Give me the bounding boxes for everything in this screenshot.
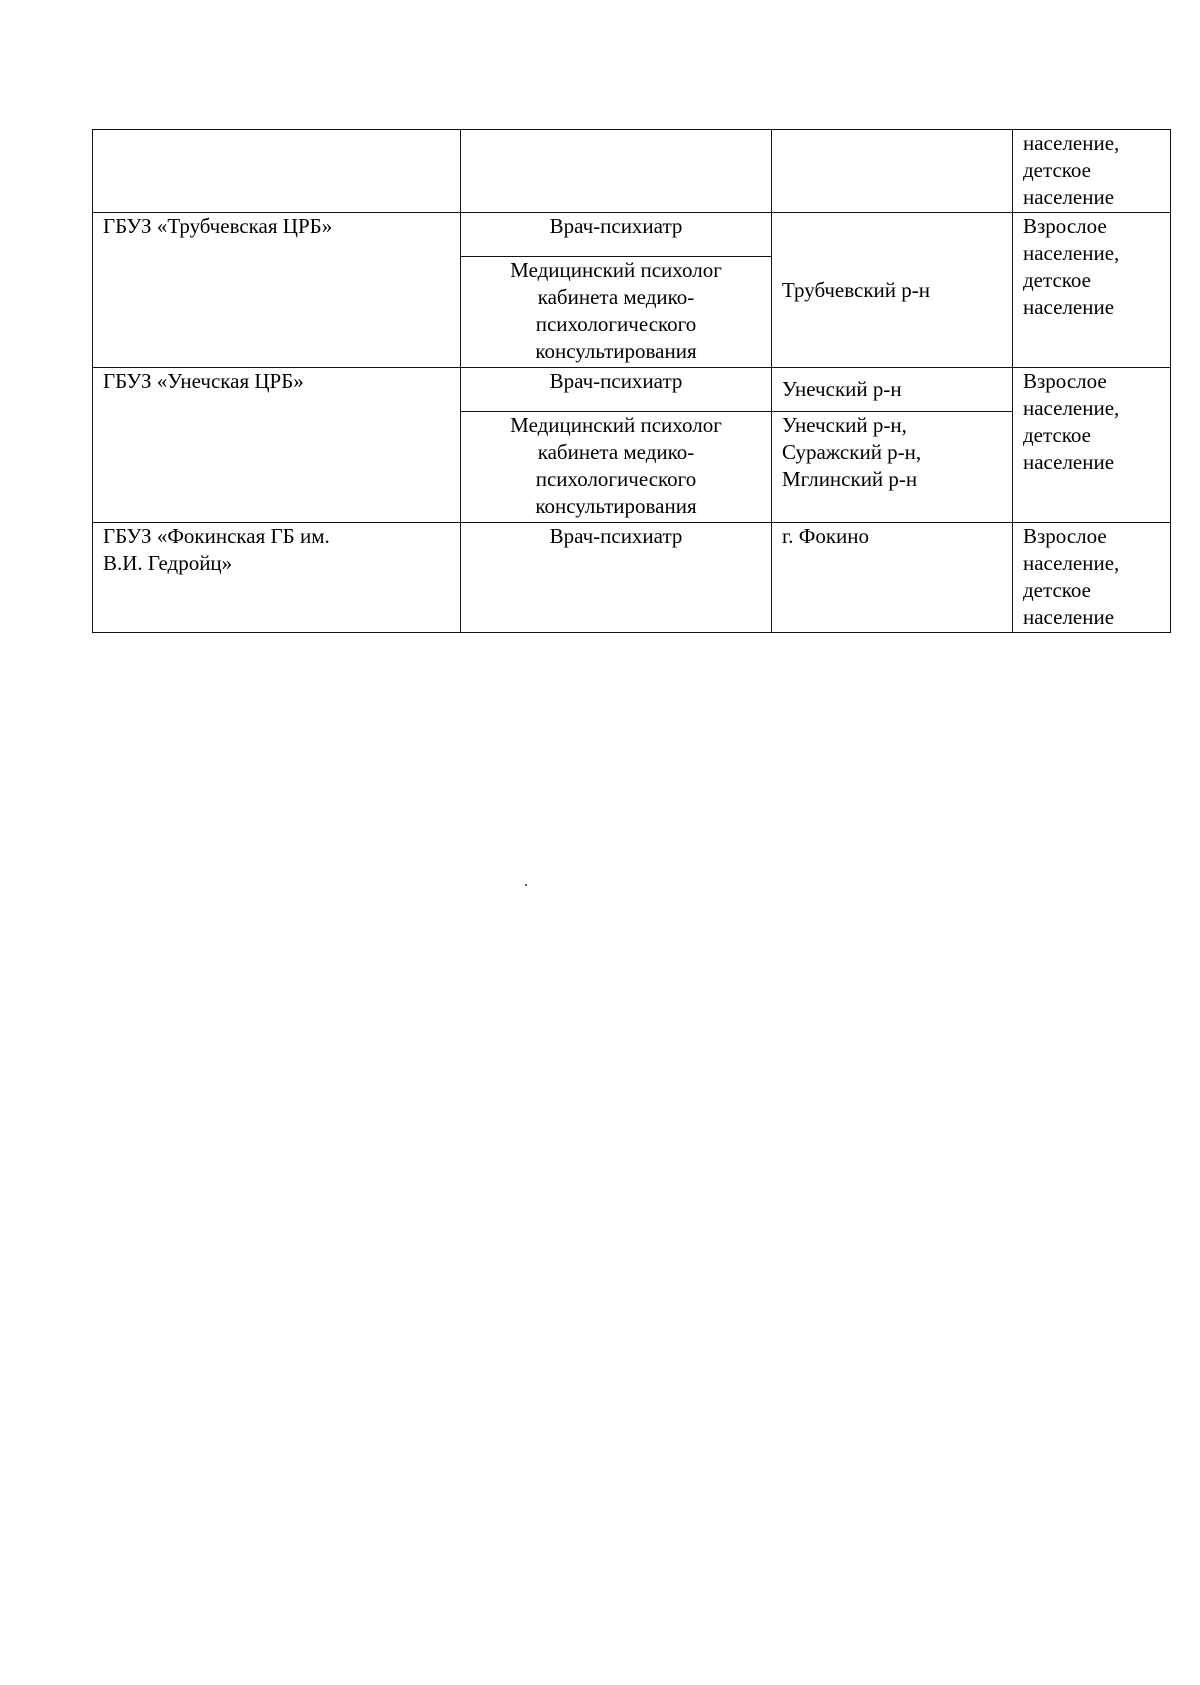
cell-line: население — [1023, 450, 1115, 474]
cell-line: население, — [1023, 551, 1120, 575]
specialist-cell — [461, 130, 772, 213]
area-cell — [772, 213, 1013, 368]
area-cell — [772, 130, 1013, 213]
cell-line: В.И. Гедройц» — [103, 551, 233, 575]
population-cell — [1013, 368, 1171, 523]
institution-cell — [93, 213, 461, 368]
population-cell — [1013, 213, 1171, 368]
cell-line: Врач-психиатр — [549, 524, 683, 548]
cell-line: Унечский р-н — [782, 377, 902, 401]
table-row — [93, 130, 1171, 213]
area-cell — [772, 368, 1013, 412]
cell-line: население — [1023, 605, 1115, 629]
cell-line: детское — [1023, 158, 1091, 182]
cell-line: население, — [1023, 241, 1120, 265]
population-cell — [1013, 523, 1171, 633]
cell-line: психологического — [535, 467, 697, 491]
cell-line: Врач-психиатр — [549, 369, 683, 393]
cell-line: население, — [1023, 396, 1120, 420]
cell-line: Взрослое — [1023, 524, 1107, 548]
cell-line: ГБУЗ «Фокинская ГБ им. — [103, 524, 330, 548]
cell-line: население — [1023, 295, 1115, 319]
cell-line: Врач-психиатр — [549, 214, 683, 238]
specialist-cell — [461, 412, 772, 523]
cell-line: детское — [1023, 578, 1091, 602]
cell-line: Медицинский психолог — [510, 258, 722, 282]
institution-cell — [93, 130, 461, 213]
cell-line: детское — [1023, 423, 1091, 447]
population-cell — [1013, 130, 1171, 213]
cell-line: г. Фокино — [782, 524, 870, 548]
specialist-cell — [461, 213, 772, 257]
table-row — [93, 523, 1171, 633]
specialist-cell — [461, 368, 772, 412]
cell-line: население — [1023, 185, 1115, 209]
cell-line: Взрослое — [1023, 214, 1107, 238]
cell-line: Медицинский психолог — [510, 413, 722, 437]
cell-line: кабинета медико- — [537, 285, 695, 309]
cell-line: Унечский р-н, — [782, 413, 907, 437]
scan-speck — [525, 884, 527, 886]
area-cell — [772, 412, 1013, 523]
area-cell — [772, 523, 1013, 633]
cell-line: ГБУЗ «Унечская ЦРБ» — [103, 369, 304, 393]
cell-line: Трубчевский р-н — [782, 277, 931, 302]
services-table — [92, 129, 1171, 633]
institution-cell — [93, 368, 461, 523]
cell-line: Мглинский р-н — [782, 467, 918, 491]
cell-line: психологического — [535, 312, 697, 336]
specialist-cell — [461, 523, 772, 633]
cell-line: население, — [1023, 131, 1120, 155]
institution-cell — [93, 523, 461, 633]
cell-line: Суражский р-н, — [782, 440, 922, 464]
table-row — [93, 213, 1171, 257]
cell-line: консультирования — [535, 339, 697, 363]
cell-line: Взрослое — [1023, 369, 1107, 393]
cell-line: детское — [1023, 268, 1091, 292]
cell-line: кабинета медико- — [537, 440, 695, 464]
cell-line: консультирования — [535, 494, 697, 518]
cell-line: ГБУЗ «Трубчевская ЦРБ» — [103, 214, 333, 238]
specialist-cell — [461, 257, 772, 368]
table-row — [93, 368, 1171, 412]
